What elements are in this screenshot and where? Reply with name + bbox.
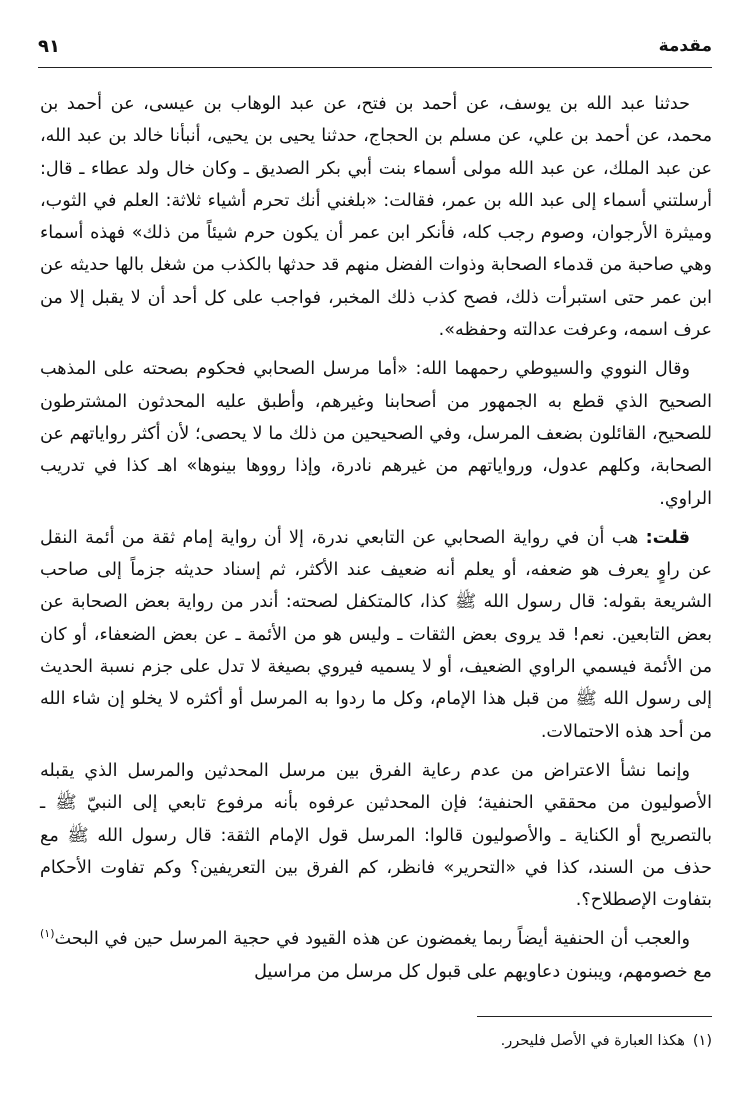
footnote-reference: (١) (40, 927, 55, 941)
paragraph-1: حدثنا عبد الله بن يوسف، عن أحمد بن فتح، عن عبد الوهاب بن عيسى، عن أحمد بن محمد، عن أحمد بن علي، عن مسلم بن الحجاج، حدثنا يحيى بن يحيى، أنبأنا خالد بن عبد الله، عن عبد الملك، عن عبد الله مولى أسماء بنت أبي بكر الصديق ـ وكان خال ولد عطاء ـ قال: أرسلتني أسماء إلى عبد الله بن عمر، فقالت: «بلغني أنك تحرم أشياء ثلاثة: العلم في الثوب، وميثرة الأرجوان، وصوم رجب كله، فأنكر ابن عمر أن يكون حرم شيئاً من ذلك» فهذه أسماء وهي صاحبة من قدماء الصحابة وذوات الفضل منهم قد حدثها بالكذب من شغل بالها حديثه عن ابن عمر حتى استبرأت ذلك، فصح كذب ذلك المخبر، فواجب على كل أحد أن لا يقبل إلا من عرف اسمه، وعرفت عدالته وحفظه». (40, 94, 712, 341)
qult-text: هب أن في رواية الصحابي عن التابعي ندرة، إلا أن رواية إمام ثقة من أئمة النقل عن راوٍ يعرف هو ضعفه، أو يعلم أنه ضعيف عند الأكثر، ثم إسناد حديثه جزماً إلى صاحب الشريعة بقوله: قال رسول الله ﷺ كذا، كالمتكفل لصحته: أندر من رواية بعض الصحابة عن بعض التابعين. نعم! قد يروى بعض الثقات ـ وليس هو من الأئمة ـ عن بعض الضعفاء، أو كان من الأئمة فيسمي الراوي الضعيف، أو لا يسميه فيروي بصيغة لا تدل على جزم نسبة الحديث إلى رسول الله ﷺ من قبل هذا الإمام، وكل ما ردوا به المرسل أو أكثره لا يخلو إن شاء الله من أحد هذه الاحتمالات. (40, 527, 712, 742)
header-rule (38, 67, 712, 68)
paragraph-2: وقال النووي والسيوطي رحمهما الله: «أما مرسل الصحابي فحكوم بصحته على المذهب الصحيح الذي قطع به الجمهور من أصحابنا وغيرهم، وأطبق عليه المحدثون المشترطون للصحيح، القائلون بضعف المرسل، وفي الصحيحين من ذلك ما لا يحصى؛ لأن أكثر رواياتهم عن الصحابة، وكلهم عدول، ورواياتهم من غيرهم نادرة، وإذا رووها بينوها» اهـ كذا في تدريب الراوي. (40, 359, 712, 509)
page-number: ٩١ (38, 36, 60, 57)
qult-lead: قلت: (645, 527, 690, 548)
paragraph-4 (40, 923, 712, 988)
paragraph-3: وإنما نشأ الاعتراض من عدم رعاية الفرق بين مرسل المحدثين والمرسل الذي يقبله الأصوليون من محققي الحنفية؛ فإن المحدثين عرفوه بأنه مرفوع تابعي إلى النبيّ ﷺ ـ بالتصريح أو الكناية ـ والأصوليون قالوا: المرسل قول الإمام الثقة: قال رسول الله ﷺ مع حذف من السند، كذا في «التحرير» فانظر، كم الفرق بين التعريفين؟ وكم تفاوت الأحكام بتفاوت الإصطلاح؟. (40, 760, 712, 911)
paragraph-qult (40, 522, 712, 748)
footnote-text: هكذا العبارة في الأصل فليحرر. (500, 1033, 685, 1049)
paragraph-4-before: والعجب أن الحنفية أيضاً ربما يغمضون عن هذه القيود في حجية المرسل حين في البحث (54, 929, 690, 950)
body-text (40, 88, 712, 988)
running-title: مقدمة (658, 36, 712, 56)
paragraph-4-after: مع خصومهم، ويبنون دعاويهم على قبول كل مرسل من مراسيل (254, 961, 712, 982)
footnote-marker: (١) (692, 1033, 712, 1049)
page-header (38, 34, 712, 68)
footnote-rule (477, 1016, 712, 1017)
footnote (40, 1030, 712, 1052)
